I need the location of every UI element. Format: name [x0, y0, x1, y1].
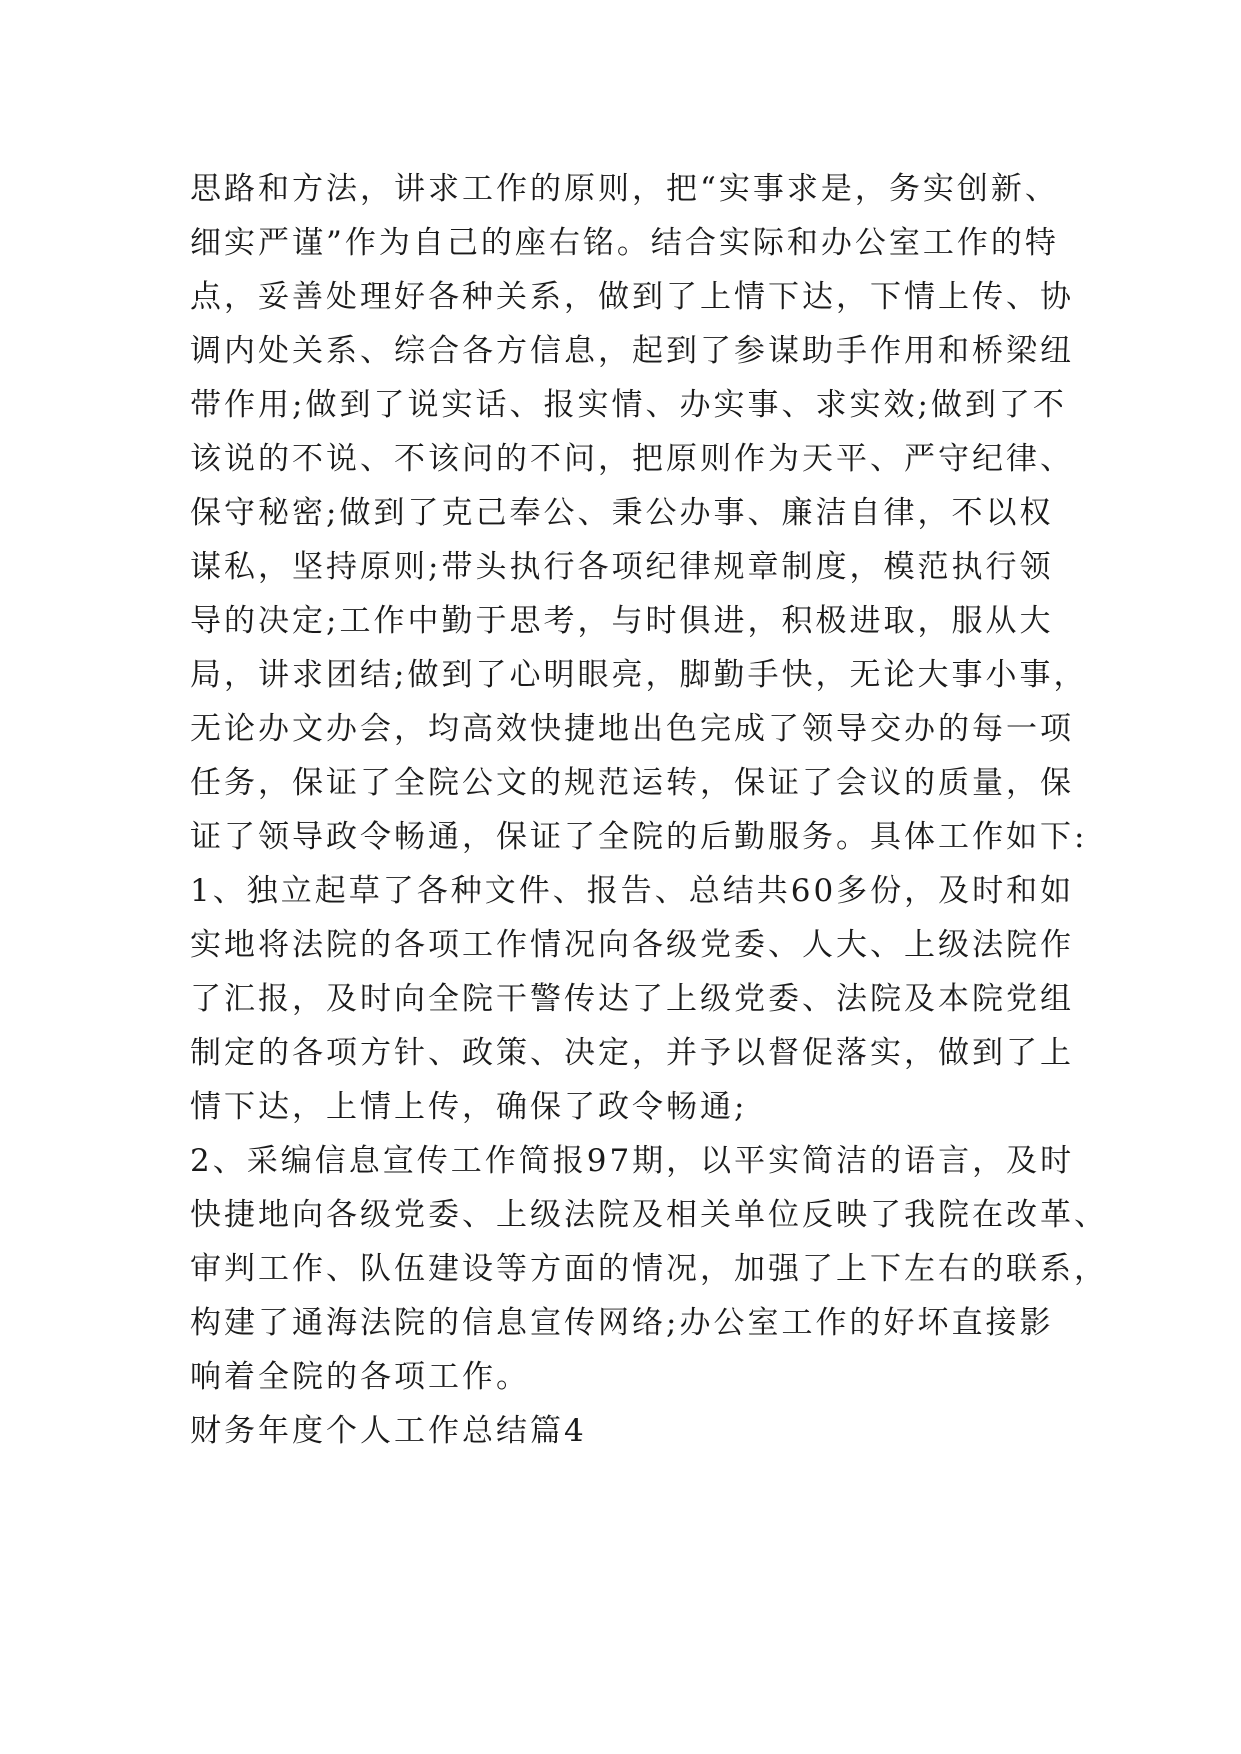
text-line: 审判工作、队伍建设等方面的情况，加强了上下左右的联系，: [190, 1251, 1108, 1287]
list-item-1-line: 1、独立起草了各种文件、报告、总结共60多份，及时和如: [190, 873, 1075, 909]
text-line: 制定的各项方针、政策、决定，并予以督促落实，做到了上: [190, 1035, 1074, 1071]
text-line: 点，妥善处理好各种关系，做到了上情下达，下情上传、协: [190, 279, 1074, 315]
text-line: 调内处关系、综合各方信息，起到了参谋助手作用和桥梁纽: [190, 333, 1074, 369]
text-line: 任务，保证了全院公文的规范运转，保证了会议的质量，保: [190, 765, 1074, 801]
text-line: 局，讲求团结;做到了心明眼亮，脚勤手快，无论大事小事，: [190, 657, 1088, 693]
text-line: 导的决定;工作中勤于思考，与时俱进，积极进取，服从大: [190, 603, 1054, 639]
text-line: 该说的不说、不该问的不问，把原则作为天平、严守纪律、: [190, 441, 1074, 477]
document-body: [190, 162, 1108, 1458]
text-line: 无论办文办会，均高效快捷地出色完成了领导交办的每一项: [190, 711, 1074, 747]
text-line: 保守秘密;做到了克己奉公、秉公办事、廉洁自律，不以权: [190, 495, 1054, 531]
text-line: 情下达，上情上传，确保了政令畅通;: [190, 1089, 748, 1125]
text-line: 带作用;做到了说实话、报实情、办实事、求实效;做到了不: [190, 387, 1067, 423]
text-line: 谋私，坚持原则;带头执行各项纪律规章制度，模范执行领: [190, 549, 1054, 585]
text-line: 细实严谨”作为自己的座右铭。结合实际和办公室工作的特: [190, 225, 1059, 261]
text-line: 了汇报，及时向全院干警传达了上级党委、法院及本院党组: [190, 981, 1074, 1017]
section-heading: 财务年度个人工作总结篇4: [190, 1413, 587, 1449]
text-line: 实地将法院的各项工作情况向各级党委、人大、上级法院作: [190, 927, 1074, 963]
text-line: 响着全院的各项工作。: [190, 1359, 530, 1395]
text-line: 证了领导政令畅通，保证了全院的后勤服务。具体工作如下:: [190, 819, 1088, 855]
text-line: 构建了通海法院的信息宣传网络;办公室工作的好坏直接影: [190, 1305, 1054, 1341]
list-item-2-line: 2、采编信息宣传工作简报97期，以平实简洁的语言，及时: [190, 1143, 1075, 1179]
text-line: 快捷地向各级党委、上级法院及相关单位反映了我院在改革、: [190, 1197, 1108, 1233]
text-line: 思路和方法，讲求工作的原则，把“实事求是，务实创新、: [190, 171, 1059, 207]
